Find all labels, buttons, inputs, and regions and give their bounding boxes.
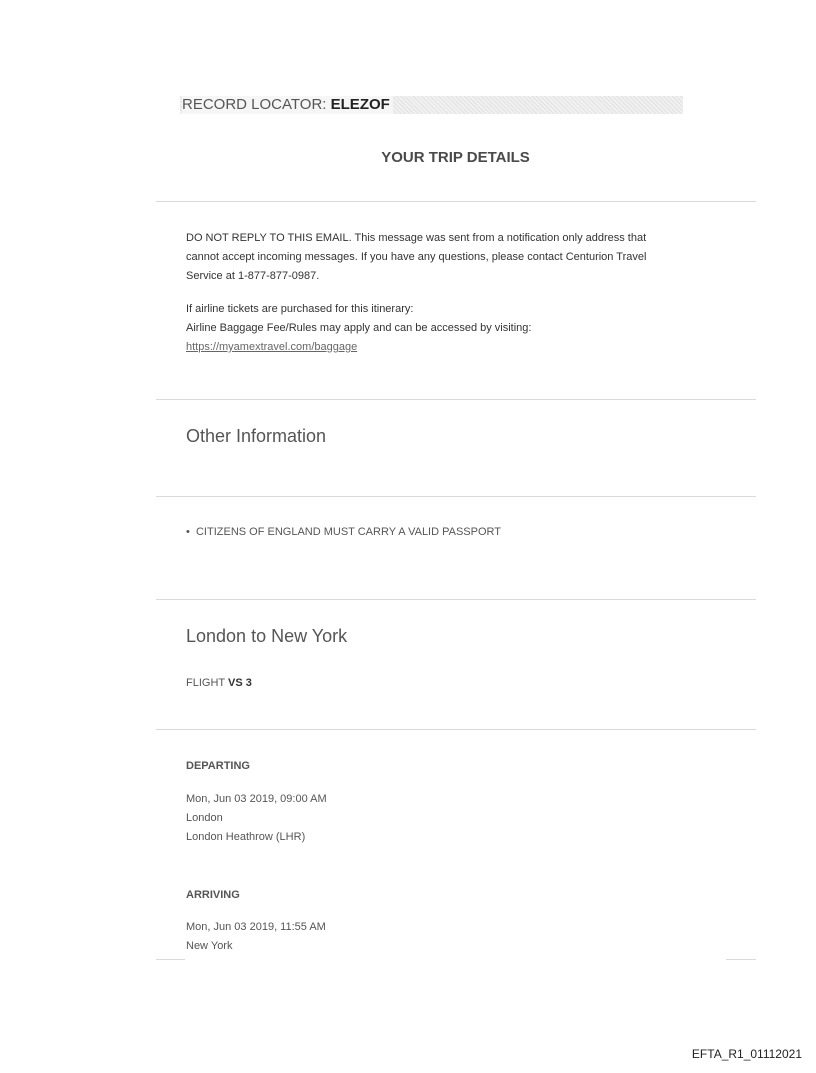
divider	[156, 729, 756, 730]
flight-label: FLIGHT	[186, 677, 228, 689]
segment-title: London to New York	[186, 626, 348, 646]
notice-line: cannot accept incoming messages. If you have any questions, please contact Centurion Travel	[186, 251, 647, 263]
arriving-city: New York	[186, 940, 233, 952]
notice-block	[186, 229, 726, 357]
divider	[156, 201, 756, 202]
departing-label: DEPARTING	[186, 760, 250, 772]
record-locator	[182, 96, 393, 114]
list-item-text: CITIZENS OF ENGLAND MUST CARRY A VALID PASSPORT	[195, 526, 502, 538]
divider	[156, 496, 756, 497]
baggage-note: Airline Baggage Fee/Rules may apply and can be accessed by visiting:	[186, 322, 532, 334]
other-information-title: Other Information	[186, 426, 327, 446]
bates-number: EFTA_R1_01112021	[691, 1047, 802, 1061]
arriving-label: ARRIVING	[186, 889, 240, 901]
divider	[726, 959, 756, 960]
record-locator-code: ELEZOF	[330, 96, 390, 113]
bullet-icon: •	[186, 526, 190, 538]
departing-datetime: Mon, Jun 03 2019, 09:00 AM	[186, 793, 327, 805]
departing-airport: London Heathrow (LHR)	[186, 831, 306, 843]
trip-details-title: YOUR TRIP DETAILS	[381, 149, 530, 166]
flight-info	[186, 677, 252, 689]
arriving-datetime: Mon, Jun 03 2019, 11:55 AM	[186, 921, 326, 933]
notice-line: Service at 1-877-877-0987.	[186, 270, 320, 282]
baggage-link[interactable]: https://myamextravel.com/baggage	[186, 341, 358, 353]
flight-number: VS 3	[227, 677, 252, 689]
divider	[156, 959, 185, 960]
notice-line: DO NOT REPLY TO THIS EMAIL. This message was sent from a notification only address that	[186, 232, 647, 244]
list-item	[186, 526, 501, 538]
departing-city: London	[186, 812, 223, 824]
arriving-details	[186, 918, 326, 956]
tickets-note: If airline tickets are purchased for this itinerary:	[186, 303, 414, 315]
departing-details	[186, 790, 327, 847]
record-locator-label: RECORD LOCATOR:	[182, 96, 331, 113]
record-locator-bar	[180, 96, 683, 114]
divider	[156, 399, 756, 400]
divider	[156, 599, 756, 600]
